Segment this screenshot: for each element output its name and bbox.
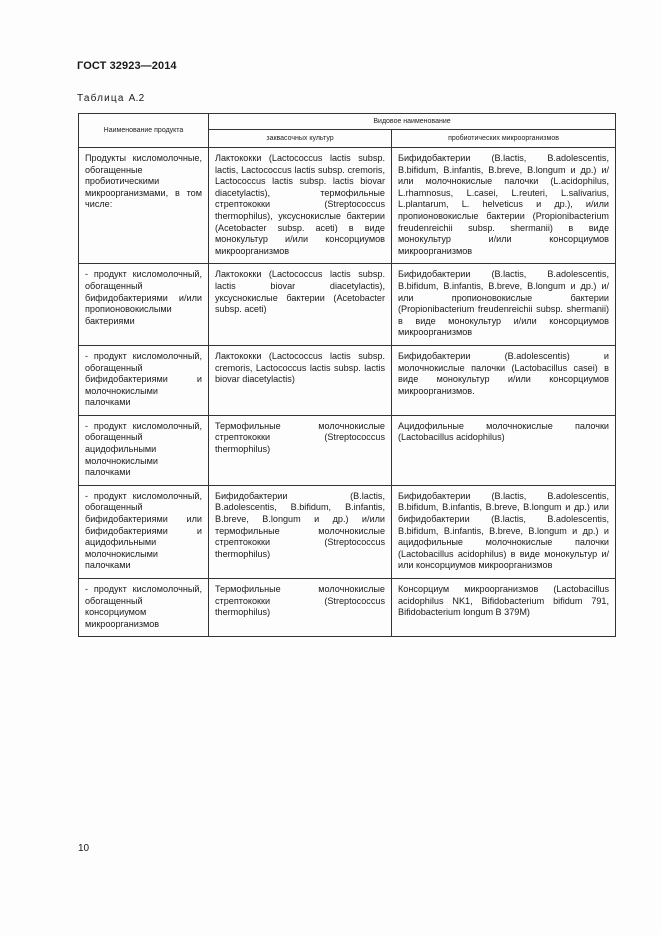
probiotic-cell: Бифидобактерии (B.lactis, B.adolescentis, B.bifidum, B.infantis, B.breve, B.longum и др.) или бифидобактерии (B.lactis, B.adolescentis, B.bifidum, B.infantis, B.breve, B.longum и др.) и ацидофильные молочнокислые палочки (Lactobacillus acidophilus) в виде монокультур и/или консорциумов микроорганизмов bbox=[392, 485, 616, 578]
table-row bbox=[79, 485, 616, 578]
starter-cell: Лактококки (Lactococcus lactis subsp. lactis biovar diacetylactis), уксуснокислые бактерии (Acetobacter subsp. aceti) bbox=[209, 264, 392, 346]
header-species-name: Видовое наименование bbox=[209, 114, 616, 130]
table-caption-number: А.2 bbox=[128, 93, 145, 104]
table-row bbox=[79, 264, 616, 346]
probiotic-cell: Бифидобактерии (B.lactis, B.adolescentis, B.bifidum, B.infantis, B.breve, B.longum и др.) и/или пропионовокислые бактерии (Propionibacterium freudenreichii subsp. shermanii) в виде монокультур и/или консорциумов микроорганизмов bbox=[392, 264, 616, 346]
starter-cell: Термофильные молочнокислые стрептококки (Streptococcus thermophilus) bbox=[209, 415, 392, 485]
table-caption-word: Таблица bbox=[77, 93, 125, 104]
table-caption bbox=[77, 93, 145, 104]
table-row bbox=[79, 148, 616, 264]
page-number: 10 bbox=[78, 843, 90, 854]
starter-cell: Лактококки (Lactococcus lactis subsp. cremoris, Lactococcus lactis subsp. lactis biovar diacetylactis) bbox=[209, 345, 392, 415]
probiotic-cell: Бифидобактерии (B.adolescentis) и молочнокислые палочки (Lactobacillus casei) в виде монокультур и/или консорциумов микроорганизмов. bbox=[392, 345, 616, 415]
table-row bbox=[79, 345, 616, 415]
product-cell: - продукт кисломолочный, обогащенный ацидофильными молочнокислыми палочками bbox=[79, 415, 209, 485]
probiotic-cell: Ацидофильные молочнокислые палочки (Lactobacillus acidophilus) bbox=[392, 415, 616, 485]
product-cell: - продукт кисломолочный, обогащенный бифидобактериями и молочнокислыми палочками bbox=[79, 345, 209, 415]
header-probiotic-microorganisms: пробиотических микроорганизмов bbox=[392, 130, 616, 148]
starter-cell: Лактококки (Lactococcus lactis subsp. lactis, Lactococcus lactis subsp. cremoris, Lactococcus lactis subsp. lactis biovar diacetylactis), термофильные стрептококки (Streptococcus thermophilus), уксуснокислые бактерии (Acetobacter subsp. aceti) в виде монокультур и/или консорциумов микроорганизмов bbox=[209, 148, 392, 264]
table-row bbox=[79, 579, 616, 637]
species-table bbox=[78, 113, 616, 637]
table-row bbox=[79, 415, 616, 485]
header-product-name: Наименование продукта bbox=[79, 114, 209, 148]
product-cell: Продукты кисломолочные, обогащенные пробиотическими микроорганизмами, в том числе: bbox=[79, 148, 209, 264]
product-cell: - продукт кисломолочный, обогащенный бифидобактериями и/или пропионовокислыми бактериями bbox=[79, 264, 209, 346]
product-cell: - продукт кисломолочный, обогащенный консорциумом микроорганизмов bbox=[79, 579, 209, 637]
document-standard-number: ГОСТ 32923—2014 bbox=[77, 60, 177, 72]
header-starter-cultures: заквасочных культур bbox=[209, 130, 392, 148]
starter-cell: Бифидобактерии (B.lactis, B.adolescentis, B.bifidum, B.infantis, B.breve, B.longum и др.) и/или термофильные молочнокислые стрептококки (Streptococcus thermophilus) bbox=[209, 485, 392, 578]
starter-cell: Термофильные молочнокислые стрептококки (Streptococcus thermophilus) bbox=[209, 579, 392, 637]
probiotic-cell: Бифидобактерии (B.lactis, B.adolescentis, B.bifidum, B.infantis, B.breve, B.longum и др.) и/или молочнокислые палочки (L.acidophilus, L.rhamnosus, L.casei, L.reuteri, L.salivarius, L.plantarum, L. helveticus и др.), и/или пропионовокислые бактерии (Propionibacterium freudenreichii subsp. shermanii) в виде монокультур и/или консорциумов микроорганизмов bbox=[392, 148, 616, 264]
probiotic-cell: Консорциум микроорганизмов (Lactobacillus acidophilus NK1, Bifidobacterium bifidum 791, Bifidobacterium longum B 379M) bbox=[392, 579, 616, 637]
product-cell: - продукт кисломолочный, обогащенный бифидобактериями или бифидобактериями и ацидофильными молочнокислыми палочками bbox=[79, 485, 209, 578]
